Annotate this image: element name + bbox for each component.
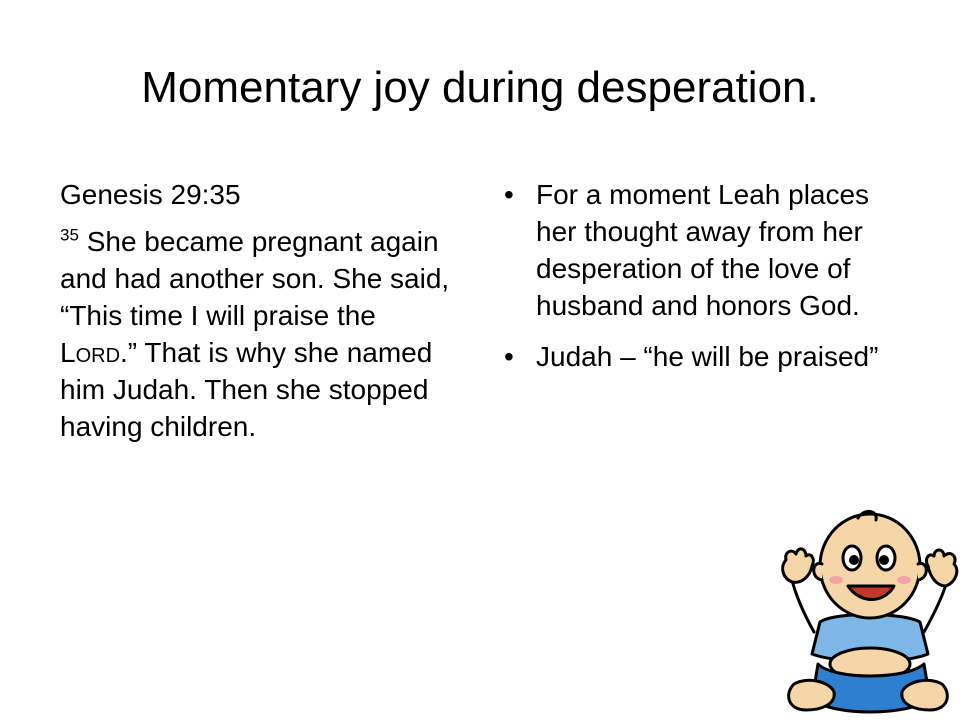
bullet-list	[498, 176, 898, 375]
bullet-item	[498, 176, 898, 324]
bullet-text: For a moment Leah places her thought away from her desperation of the love of husband and honors God.	[536, 179, 870, 321]
bullet-marker: •	[504, 341, 514, 372]
slide-title: Momentary joy during desperation.	[141, 63, 819, 112]
baby-right-foot	[902, 680, 948, 710]
scripture-reference: Genesis 29:35	[60, 179, 241, 210]
lord-small-caps: ord	[75, 337, 121, 368]
scripture-column	[60, 176, 460, 455]
baby-left-foot	[789, 680, 835, 710]
verse-text-part1: She became pregnant again and had another son. She said, “This time I will praise the	[60, 226, 450, 331]
baby-left-hand	[783, 549, 814, 582]
baby-left-arm	[792, 580, 814, 632]
verse-text-part2: .” That is why she named him Judah. Then she stopped having children.	[60, 337, 433, 442]
bullet-text: Judah – “he will be praised”	[536, 341, 879, 372]
bullet-marker: •	[504, 179, 514, 210]
scripture-text	[60, 223, 460, 445]
bullet-item	[498, 338, 898, 375]
lord-first-letter: L	[60, 337, 76, 368]
baby-head	[820, 514, 920, 618]
baby-cartoon-icon	[774, 504, 960, 720]
baby-right-ear	[918, 563, 926, 580]
baby-right-arm	[924, 584, 946, 632]
commentary-column	[498, 176, 898, 389]
baby-right-hand	[926, 550, 956, 586]
baby-left-ear	[814, 563, 822, 580]
verse-number: 35	[60, 225, 79, 245]
